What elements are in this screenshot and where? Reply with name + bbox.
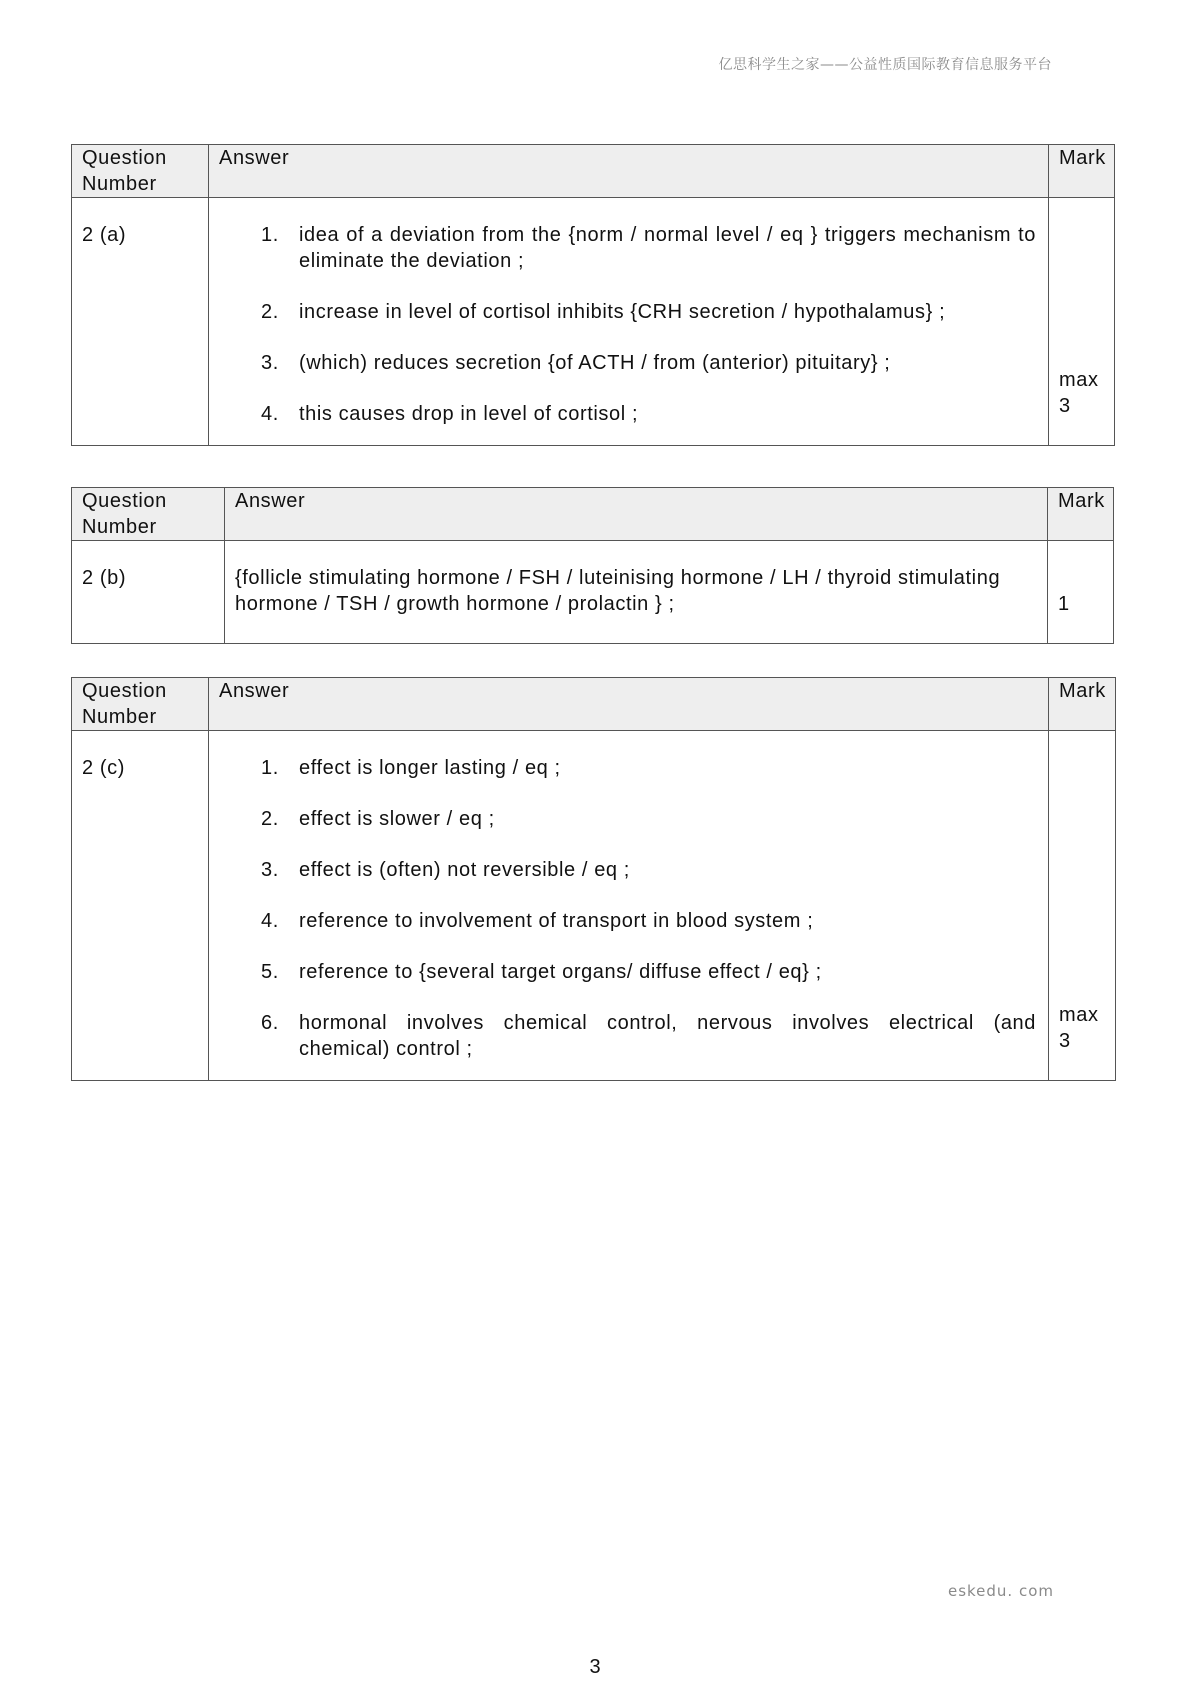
list-item: 3. effect is (often) not reversible / eq ;	[261, 859, 630, 881]
question-number: 2 (a)	[72, 198, 209, 446]
list-item: 6. hormonal involves chemical control, nervous involves electrical (and chemical) control ;	[261, 1012, 1036, 1060]
column-header-mark: Mark	[1049, 145, 1115, 198]
list-item: 2. effect is slower / eq ;	[261, 808, 495, 830]
answer-cell	[209, 198, 1049, 446]
mark-cell: max 3	[1049, 731, 1116, 1081]
table-row	[72, 541, 1114, 644]
markscheme-table-2b	[71, 487, 1114, 644]
list-item: 4. this causes drop in level of cortisol ;	[261, 403, 639, 425]
column-header-mark: Mark	[1049, 678, 1116, 731]
table-row	[72, 731, 1116, 1081]
markscheme-table-2c	[71, 677, 1116, 1081]
answer-list	[221, 755, 1036, 1062]
list-item: 4. reference to involvement of transport in blood system ;	[261, 910, 814, 932]
column-header-answer: Answer	[225, 488, 1048, 541]
answer-cell: {follicle stimulating hormone / FSH / luteinising hormone / LH / thyroid stimulating hormone / TSH / growth hormone / prolactin } ;	[225, 541, 1048, 644]
answer-list	[221, 222, 1036, 427]
table-row	[72, 198, 1115, 446]
list-item: 3. (which) reduces secretion {of ACTH / from (anterior) pituitary} ;	[261, 352, 891, 374]
column-header-question-number: Question Number	[72, 145, 209, 198]
markscheme-table-2a	[71, 144, 1115, 446]
mark-cell: 1	[1048, 541, 1114, 644]
column-header-question-number: Question Number	[72, 488, 225, 541]
mark-cell: max 3	[1049, 198, 1115, 446]
question-number: 2 (b)	[72, 541, 225, 644]
list-item: 2. increase in level of cortisol inhibits {CRH secretion / hypothalamus} ;	[261, 301, 946, 323]
column-header-mark: Mark	[1048, 488, 1114, 541]
column-header-answer: Answer	[209, 678, 1049, 731]
footer-site: eskedu. com	[947, 1582, 1054, 1600]
column-header-answer: Answer	[209, 145, 1049, 198]
list-item: 1. effect is longer lasting / eq ;	[261, 757, 561, 779]
list-item: 5. reference to {several target organs/ diffuse effect / eq} ;	[261, 961, 822, 983]
list-item: 1. idea of a deviation from the {norm / normal level / eq } triggers mechanism to eliminate the deviation ;	[261, 224, 1036, 272]
answer-cell	[209, 731, 1049, 1081]
page-number: 3	[589, 1656, 601, 1678]
column-header-question-number: Question Number	[72, 678, 209, 731]
header-site-note: 亿思科学生之家——公益性质国际教育信息服务平台	[718, 57, 1052, 73]
question-number: 2 (c)	[72, 731, 209, 1081]
